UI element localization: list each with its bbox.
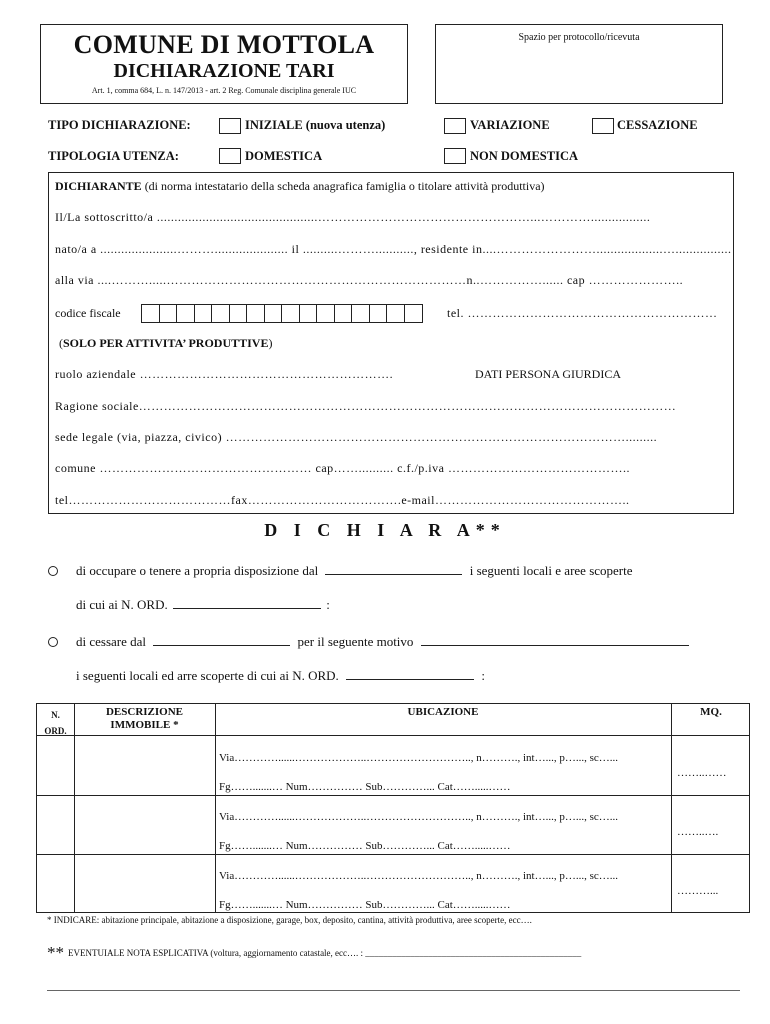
occupare-radio[interactable] [48,566,58,576]
document-title: DICHIARAZIONE TARI [113,60,335,82]
nascita-residenza-field[interactable]: nato/a a ......................………..................... il ..........………..........., residente in....……………………...................…................ [55,242,732,256]
cessare-nord-input[interactable] [346,668,474,680]
cessare-motivo-label: per il seguente motivo [297,634,414,649]
dichiarante-heading [55,179,545,194]
header-descrizione: DESCRIZIONE IMMOBILE * [105,706,184,731]
cessare-motivo-input[interactable] [421,634,689,646]
solo-attivita-note: (SOLO PER ATTIVITA’ PRODUTTIVE) [59,336,273,350]
row1-via-field[interactable]: Via…………......………………..……………………….., n………., int…..., p…..., sc…... [219,752,618,764]
iniziale-checkbox[interactable] [219,118,241,134]
cessare-colon: : [481,668,485,683]
occupare-line [76,563,633,579]
occupare-nord-label: di cui ai N. ORD. [76,597,168,612]
occupare-text-2: i seguenti locali e aree scoperte [469,563,633,578]
header-mq: MQ. [700,706,722,718]
nota-continuation-line[interactable] [47,990,740,991]
cessazione-checkbox[interactable] [592,118,614,134]
title-box [40,24,408,104]
row2-mq-field[interactable]: ……..…. [677,826,719,838]
protocol-box [435,24,723,104]
variazione-label: VARIAZIONE [470,118,550,132]
telefono-field[interactable]: tel. …………………………………………………… [447,306,718,320]
nota-esplicativa[interactable] [47,943,581,963]
comune-title: COMUNE DI MOTTOLA [73,30,375,59]
row1-catasto-field[interactable]: Fg…….......… Num…………… Sub…………... Cat…….....…… [219,781,511,793]
cessare-nord-label: i seguenti locali ed arre scoperte di cui ai N. ORD. [76,668,339,683]
cessare-line [76,634,689,650]
dichiarante-heading-bold: DICHIARANTE [55,179,142,193]
row1-mq-field[interactable]: ……..…… [677,767,727,779]
iniziale-label: INIZIALE (nuova utenza) [245,118,386,132]
domestica-checkbox[interactable] [219,148,241,164]
row3-mq-field[interactable]: ………... [677,885,719,897]
row3-via-field[interactable]: Via…………......………………..……………………….., n………., int…..., p…..., sc…... [219,870,618,882]
ruolo-aziendale-field[interactable]: ruolo aziendale ……………………………………………………. [55,367,394,381]
protocol-label: Spazio per protocollo/ricevuta [518,32,640,43]
solo-attivita-bold: SOLO PER ATTIVITA’ PRODUTTIVE [63,336,269,350]
nota-text: EVENTUIALE NOTA ESPLICATIVA (voltura, aggiornamento catastale, ecc…. : ________________________________________________ [68,948,582,958]
codice-fiscale-input[interactable] [141,304,423,323]
legal-reference: Art. 1, comma 684, L. n. 147/2013 - art. 2 Reg. Comunale disciplina generale IUC [91,86,357,95]
ragione-sociale-field[interactable]: Ragione sociale………………………………………………………………………………………………………………… [55,399,677,413]
dichiarante-heading-note: (di norma intestatario della scheda anagrafica famiglia o titolare attività produttiva) [141,179,545,193]
cessare-date-input[interactable] [153,634,290,646]
variazione-checkbox[interactable] [444,118,466,134]
occupare-text: di occupare o tenere a propria disposizione dal [76,563,319,578]
occupare-nord-input[interactable] [173,597,321,609]
sottoscritto-field[interactable]: Il/La sottoscritto/a ..............................................……………………………………………...…………................. [55,210,651,224]
cessare-nord-line [76,668,485,684]
cessazione-label: CESSAZIONE [617,118,698,132]
domestica-label: DOMESTICA [245,149,323,163]
non-domestica-label: NON DOMESTICA [470,149,578,163]
indirizzo-field[interactable]: alla via ....……….....………………………………………………………………n..……………...... cap ………………….. [55,273,684,287]
sede-legale-field[interactable]: sede legale (via, piazza, civico) ……………………………………………………………………………………......... [55,430,658,444]
cessare-text: di cessare dal [76,634,147,649]
non-domestica-checkbox[interactable] [444,148,466,164]
row3-catasto-field[interactable]: Fg…….......… Num…………… Sub…………... Cat…….....…… [219,899,511,911]
dichiara-heading: D I C H I A R A** [264,520,506,540]
indicare-footnote: * INDICARE: abitazione principale, abitazione a disposizione, garage, box, deposito, cantina, attività produttiva, aree scoperte, ecc…. [47,915,532,925]
occupare-date-input[interactable] [325,563,462,575]
dichiarante-section [48,172,734,514]
tipo-label: TIPO DICHIARAZIONE: [48,118,191,132]
row2-via-field[interactable]: Via…………......………………..……………………….., n………., int…..., p…..., sc…... [219,811,618,823]
occupare-nord-line [76,597,330,613]
occupare-colon: : [326,597,330,612]
immobili-table [36,703,750,913]
nota-stars: ** [47,943,64,962]
comune-cap-piva-field[interactable]: comune …………………………………………… cap…….......... c.f./p.iva …………………………………….. [55,461,630,475]
header-ubicazione: UBICAZIONE [407,706,479,718]
tipologia-label: TIPOLOGIA UTENZA: [48,149,179,163]
header-nord: N. ORD. [44,710,67,736]
dati-persona-giuridica-label: DATI PERSONA GIURDICA [475,367,622,381]
contatti-field[interactable]: tel…………………………………fax……………………………….e-mail……………………………………….. [55,493,630,507]
cessare-radio[interactable] [48,637,58,647]
row2-catasto-field[interactable]: Fg…….......… Num…………… Sub…………... Cat…….....…… [219,840,511,852]
codice-fiscale-label: codice fiscale [55,306,121,320]
